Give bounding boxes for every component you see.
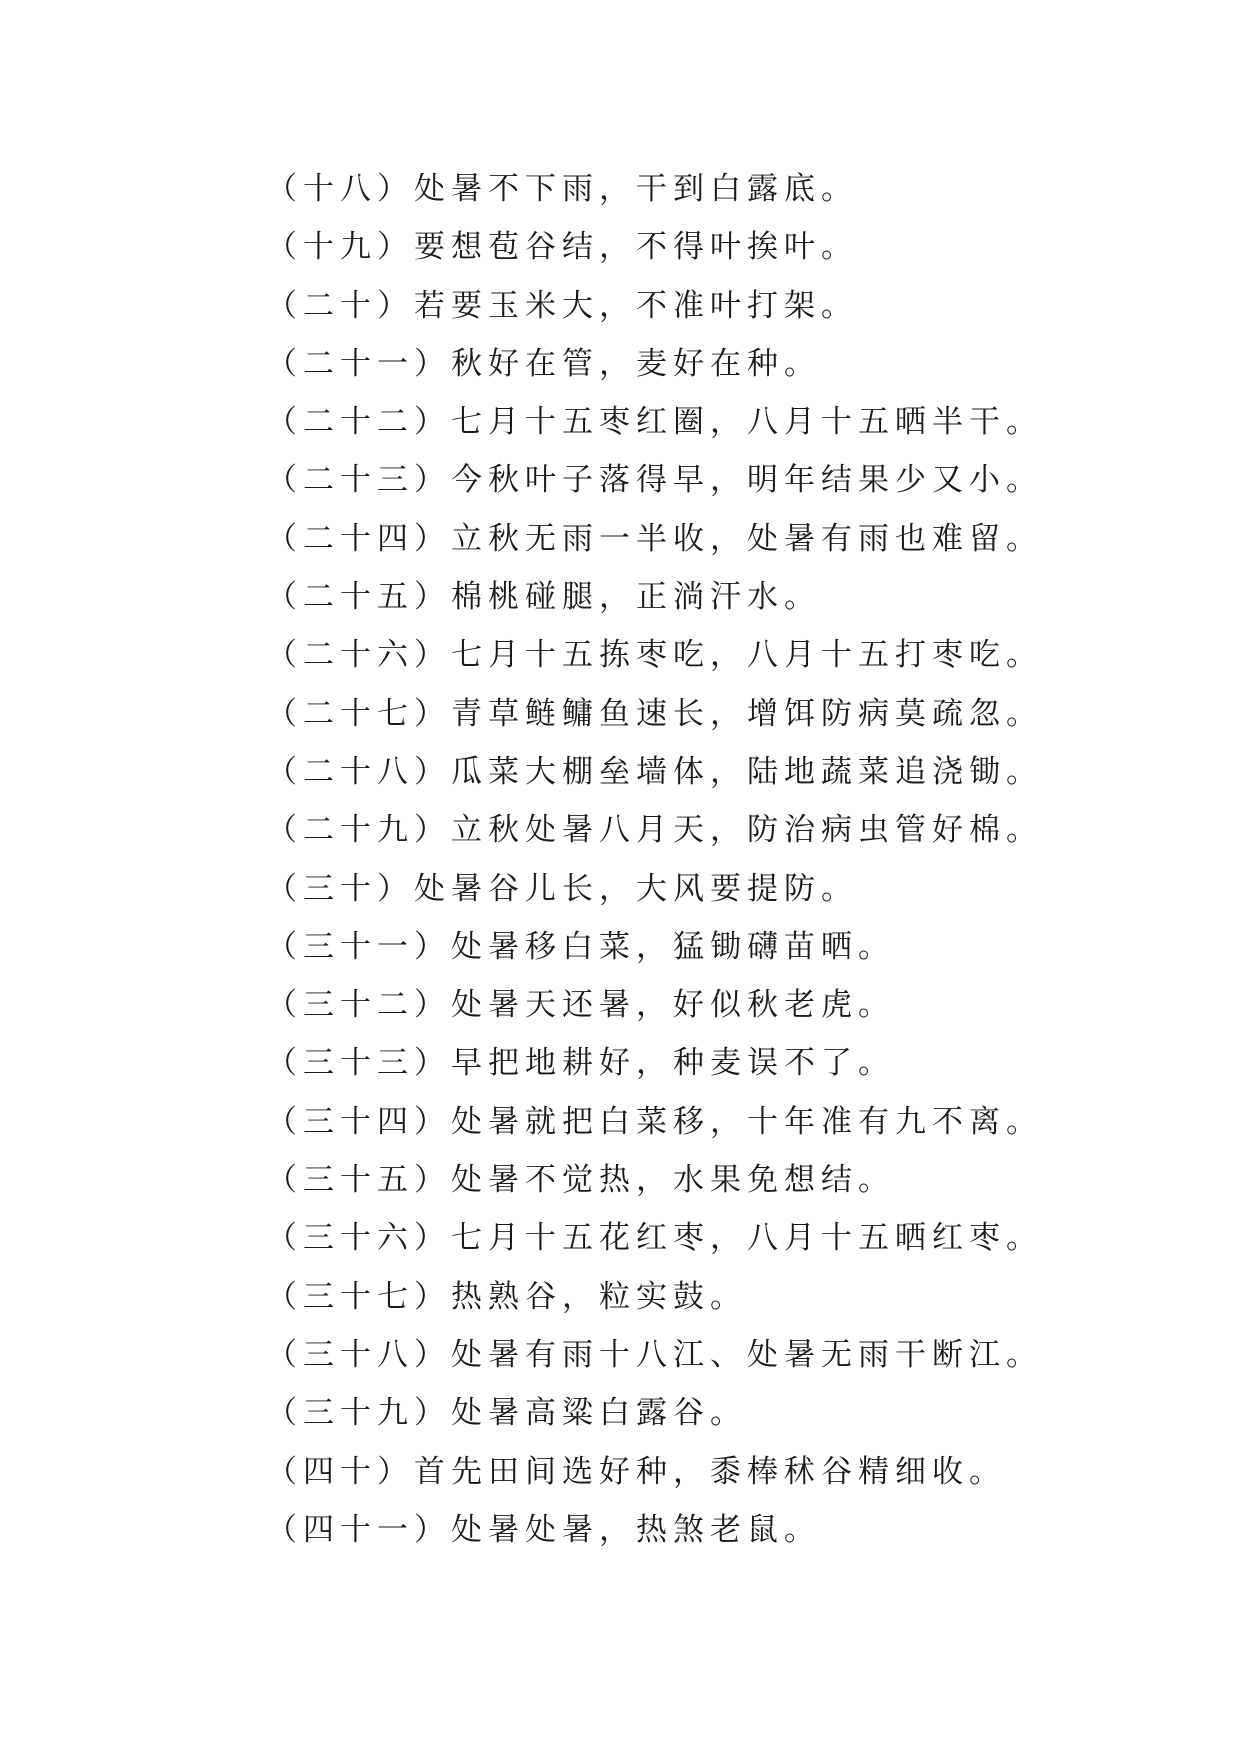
proverb-line: （三十五）处暑不觉热，水果免想结。 — [266, 1162, 895, 1199]
proverb-line: （二十五）棉桃碰腿，正淌汗水。 — [266, 579, 821, 616]
proverb-line: （三十六）七月十五花红枣，八月十五晒红枣。 — [266, 1220, 1043, 1257]
proverb-line: （十九）要想苞谷结，不得叶挨叶。 — [266, 229, 858, 266]
proverb-line: （三十八）处暑有雨十八江、处暑无雨干断江。 — [266, 1336, 1043, 1373]
proverb-line: （三十）处暑谷儿长，大风要提防。 — [266, 870, 858, 907]
proverb-line: （三十四）处暑就把白菜移，十年准有九不离。 — [266, 1103, 1043, 1140]
proverb-line: （十八）处暑不下雨，干到白露底。 — [266, 171, 858, 207]
proverb-line: （二十一）秋好在管，麦好在种。 — [266, 345, 821, 382]
proverb-line: （三十七）热熟谷，粒实鼓。 — [266, 1278, 747, 1315]
proverb-line: （二十四）立秋无雨一半收，处暑有雨也难留。 — [266, 520, 1043, 557]
proverb-list — [266, 160, 1166, 1559]
proverb-line: （二十）若要玉米大，不准叶打架。 — [266, 287, 858, 324]
proverb-line: （四十一）处暑处暑，热煞老鼠。 — [266, 1511, 821, 1548]
proverb-line: （二十七）青草鲢鳙鱼速长，增饵防病莫疏忽。 — [266, 695, 1043, 732]
proverb-line: （三十九）处暑高粱白露谷。 — [266, 1395, 747, 1432]
proverb-line: （三十二）处暑天还暑，好似秋老虎。 — [266, 987, 895, 1024]
proverb-line: （二十八）瓜菜大棚垒墙体，陆地蔬菜追浇锄。 — [266, 753, 1043, 790]
proverb-line: （二十六）七月十五拣枣吃，八月十五打枣吃。 — [266, 637, 1043, 674]
proverb-line: （三十三）早把地耕好，种麦误不了。 — [266, 1045, 895, 1082]
proverb-line: （四十）首先田间选好种，黍棒秫谷精细收。 — [266, 1453, 1006, 1490]
proverb-line: （三十一）处暑移白菜，猛锄礴苗晒。 — [266, 928, 895, 965]
proverb-line: （二十二）七月十五枣红圈，八月十五晒半干。 — [266, 404, 1043, 441]
proverb-line: （二十三）今秋叶子落得早，明年结果少又小。 — [266, 462, 1043, 499]
proverb-line: （二十九）立秋处暑八月天，防治病虫管好棉。 — [266, 812, 1043, 849]
